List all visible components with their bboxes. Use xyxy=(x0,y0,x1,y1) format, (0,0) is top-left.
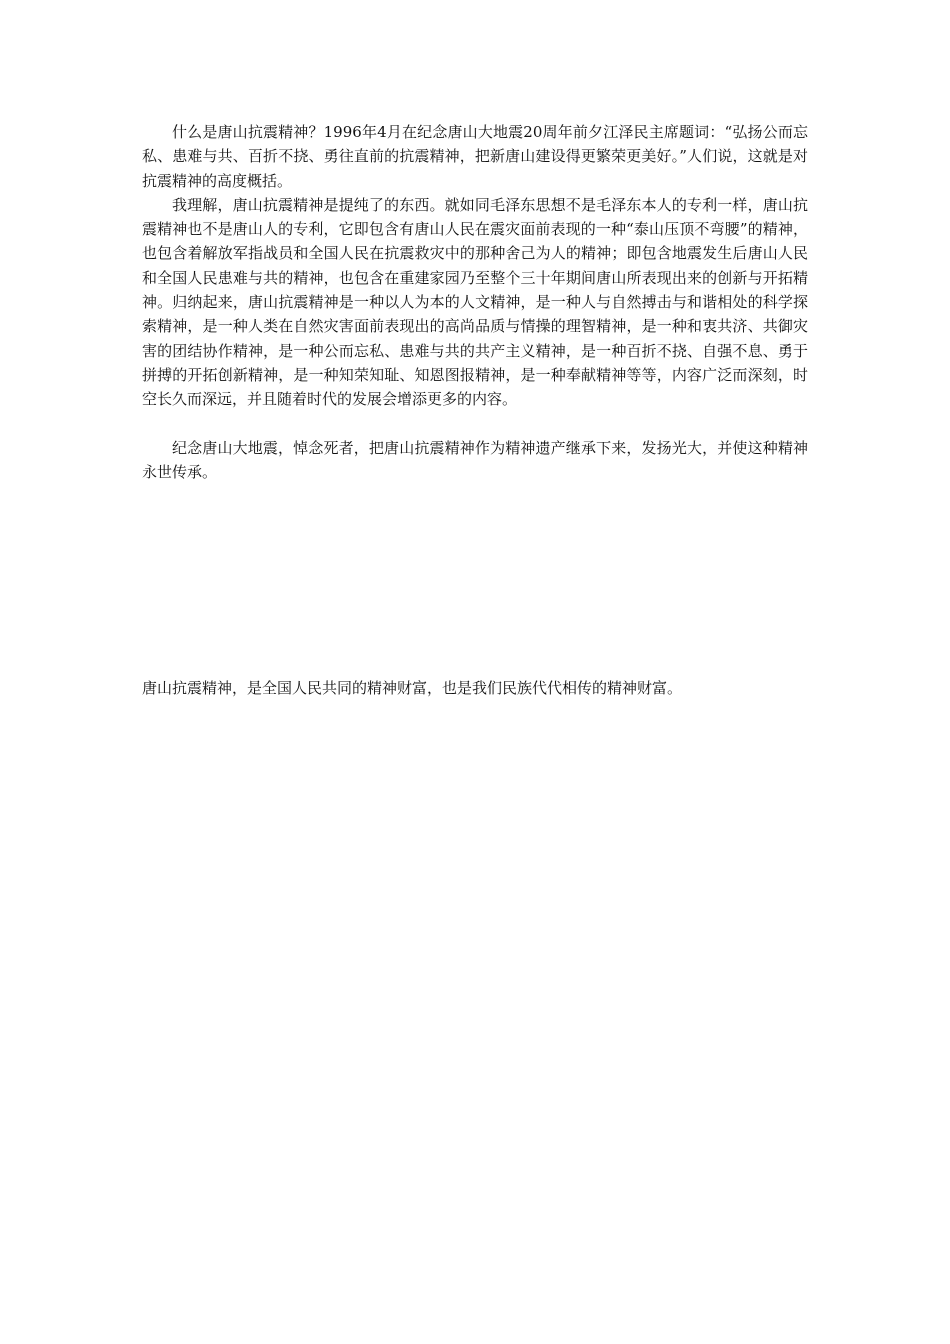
paragraph-definition: 什么是唐山抗震精神？1996年4月在纪念唐山大地震20周年前夕江泽民主席题词：“弘扬公而忘私、患难与共、百折不挠、勇往直前的抗震精神，把新唐山建设得更繁荣更美好。”人们说，这就是对抗震精神的高度概括。 xyxy=(142,123,808,190)
paragraph-interpretation: 我理解，唐山抗震精神是提纯了的东西。就如同毛泽东思想不是毛泽东本人的专利一样，唐山抗震精神也不是唐山人的专利，它即包含有唐山人民在震灾面前表现的一种“泰山压顶不弯腰”的精神，也包含着解放军指战员和全国人民在抗震救灾中的那种舍己为人的精神；即包含地震发生后唐山人民和全国人民患难与共的精神，也包含在重建家园乃至整个三十年期间唐山所表现出来的创新与开拓精神。归纳起来，唐山抗震精神是一种以人为本的人文精神，是一种人与自然搏击与和谐相处的科学探索精神，是一种人类在自然灾害面前表现出的高尚品质与情操的理智精神，是一种和衷共济、共御灾害的团结协作精神，是一种公而忘私、患难与共的共产主义精神，是一种百折不挠、自强不息、勇于拼搏的开拓创新精神，是一种知荣知耻、知恩图报精神，是一种奉献精神等等，内容广泛而深刻，时空长久而深远，并且随着时代的发展会增添更多的内容。 xyxy=(142,195,808,409)
closing-statement: 唐山抗震精神，是全国人民共同的精神财富，也是我们民族代代相传的精神财富。 xyxy=(142,679,683,697)
paragraph-commemoration: 纪念唐山大地震，悼念死者，把唐山抗震精神作为精神遗产继承下来，发扬光大，并使这种精神永世传承。 xyxy=(142,438,808,481)
document-body xyxy=(142,120,808,484)
